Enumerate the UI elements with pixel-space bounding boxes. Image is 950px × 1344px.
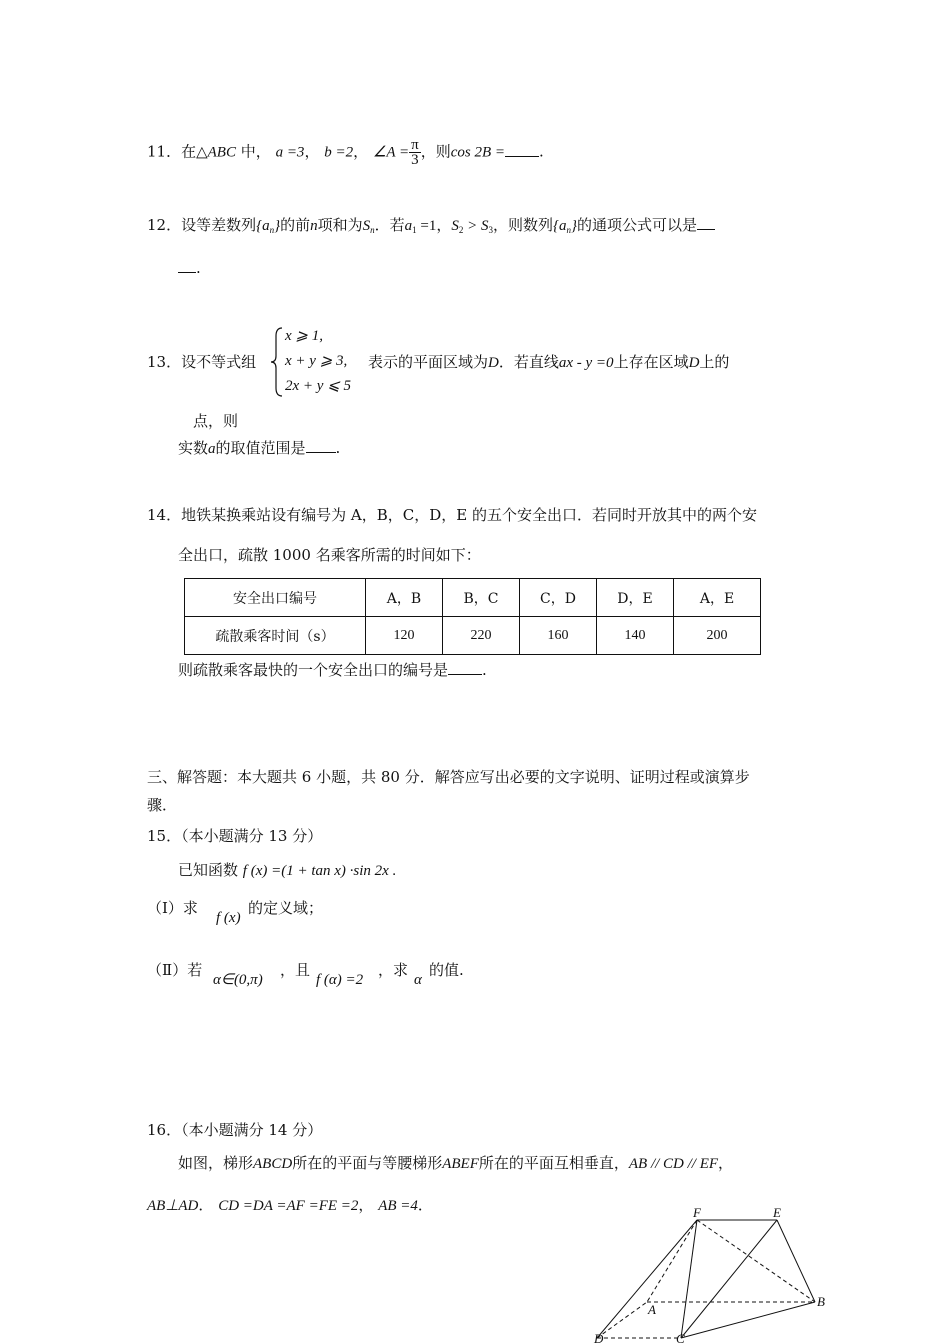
label-F: F	[693, 1205, 701, 1220]
table-header-label: 安全出口编号	[185, 579, 366, 617]
question-14: 14．地铁某换乘站设有编号为 A，B，C，D，E 的五个安全出口．若同时开放其中的两个安	[147, 506, 757, 524]
edge-FC	[681, 1220, 697, 1338]
answer-blank	[505, 142, 539, 157]
evacuation-table	[184, 578, 761, 655]
label-A: A	[648, 1302, 656, 1317]
q12-number: 12．	[147, 216, 182, 234]
question-15-heading: 15．（本小题满分 13 分）	[147, 827, 323, 845]
label-D: D	[594, 1331, 604, 1344]
section-3-heading-cont: 骤．	[147, 796, 178, 814]
answer-blank	[178, 258, 196, 273]
q15-part2-t2: ，求	[378, 961, 409, 979]
question-13: 13．设不等式组	[147, 353, 257, 371]
q14-line3: 则疏散乘客最快的一个安全出口的编号是 .	[178, 661, 487, 679]
q15-part2-t3: 的值.	[429, 961, 464, 979]
table-cell: A，B	[366, 579, 443, 617]
answer-blank	[448, 660, 482, 675]
table-cell: 120	[366, 617, 443, 655]
table-cell: 200	[674, 617, 761, 655]
q13-line3: 实数a的取值范围是 .	[178, 439, 341, 457]
edge-EB	[777, 1220, 815, 1302]
q15-part1-func: f (x)	[216, 910, 241, 926]
q15-part2-f: f (α) =2	[316, 972, 364, 988]
table-cell: C，D	[520, 579, 597, 617]
table-cell: B，C	[443, 579, 520, 617]
question-11: 11．在△ABC 中， a =3， b =2， ∠A = $\frac{\pi}{3}$ ，则cos 2B = .	[147, 137, 544, 168]
q15-part1-text: 的定义域；	[248, 899, 324, 917]
table-row-label: 疏散乘客时间（s）	[185, 617, 366, 655]
table-cell: 160	[520, 617, 597, 655]
q13-line2: 点，则	[193, 412, 239, 430]
table-cell: 140	[597, 617, 674, 655]
edge-FD	[597, 1220, 697, 1338]
inequality-3: 2x + y ⩽ 5	[285, 378, 352, 394]
geometry-figure	[585, 1200, 835, 1344]
pi-over-3-fraction: $\frac{\pi}{3}$	[411, 137, 419, 168]
q16-line1: 如图，梯形ABCD所在的平面与等腰梯形ABEF所在的平面互相垂直，AB // CD // EF，	[178, 1154, 734, 1172]
label-E: E	[773, 1205, 781, 1220]
q14-line2: 全出口，疏散 1000 名乘客所需的时间如下：	[178, 546, 481, 564]
section-3-heading: 三、解答题：本大题共 6 小题，共 80 分．解答应写出必要的文字说明、证明过程或演算步	[147, 768, 750, 786]
inequality-1: x ⩾ 1,	[285, 328, 323, 344]
q15-part1: （Ⅰ）求	[147, 899, 198, 917]
answer-blank	[697, 215, 715, 230]
left-brace	[270, 326, 284, 398]
q15-part2: （Ⅱ）若	[147, 961, 203, 979]
edge-FB	[697, 1220, 815, 1302]
answer-blank	[306, 438, 336, 453]
table-cell: A，E	[674, 579, 761, 617]
edge-CB	[681, 1302, 815, 1338]
table-row	[185, 617, 761, 655]
edge-EC	[681, 1220, 777, 1338]
label-B: B	[817, 1294, 825, 1309]
edge-FA	[647, 1220, 697, 1302]
question-12: 12．设等差数列$\{a_n\}$的前n项和为$S_n$．若$a_1 =1$，$S_2 > S_3$，则数列$\{a_n\}$的通项公式可以是	[147, 215, 715, 240]
table-cell: D，E	[597, 579, 674, 617]
q15-given: 已知函数 f (x) =(1 + tan x) ·sin 2x .	[178, 861, 397, 879]
q14-number: 14．	[147, 506, 182, 524]
q13-number: 13．	[147, 353, 182, 371]
q12-continuation: .	[178, 258, 201, 278]
inequality-2: x + y ⩾ 3,	[285, 353, 348, 369]
label-C: C	[676, 1331, 685, 1344]
question-16-heading: 16．（本小题满分 14 分）	[147, 1121, 323, 1139]
q11-number: 11．	[147, 142, 182, 161]
q15-part2-t1: ，且	[280, 961, 311, 979]
edge-DA	[597, 1302, 647, 1338]
q13-line1-rest: 表示的平面区域为D．若直线ax - y =0上存在区域D上的	[368, 353, 730, 371]
q16-line2: AB⊥AD． CD =DA =AF =FE =2， AB =4．	[147, 1196, 433, 1214]
q15-part2-alpha: α	[414, 972, 422, 988]
table-cell: 220	[443, 617, 520, 655]
q15-part2-cond: α∈(0,π)	[213, 972, 263, 988]
table-row	[185, 579, 761, 617]
